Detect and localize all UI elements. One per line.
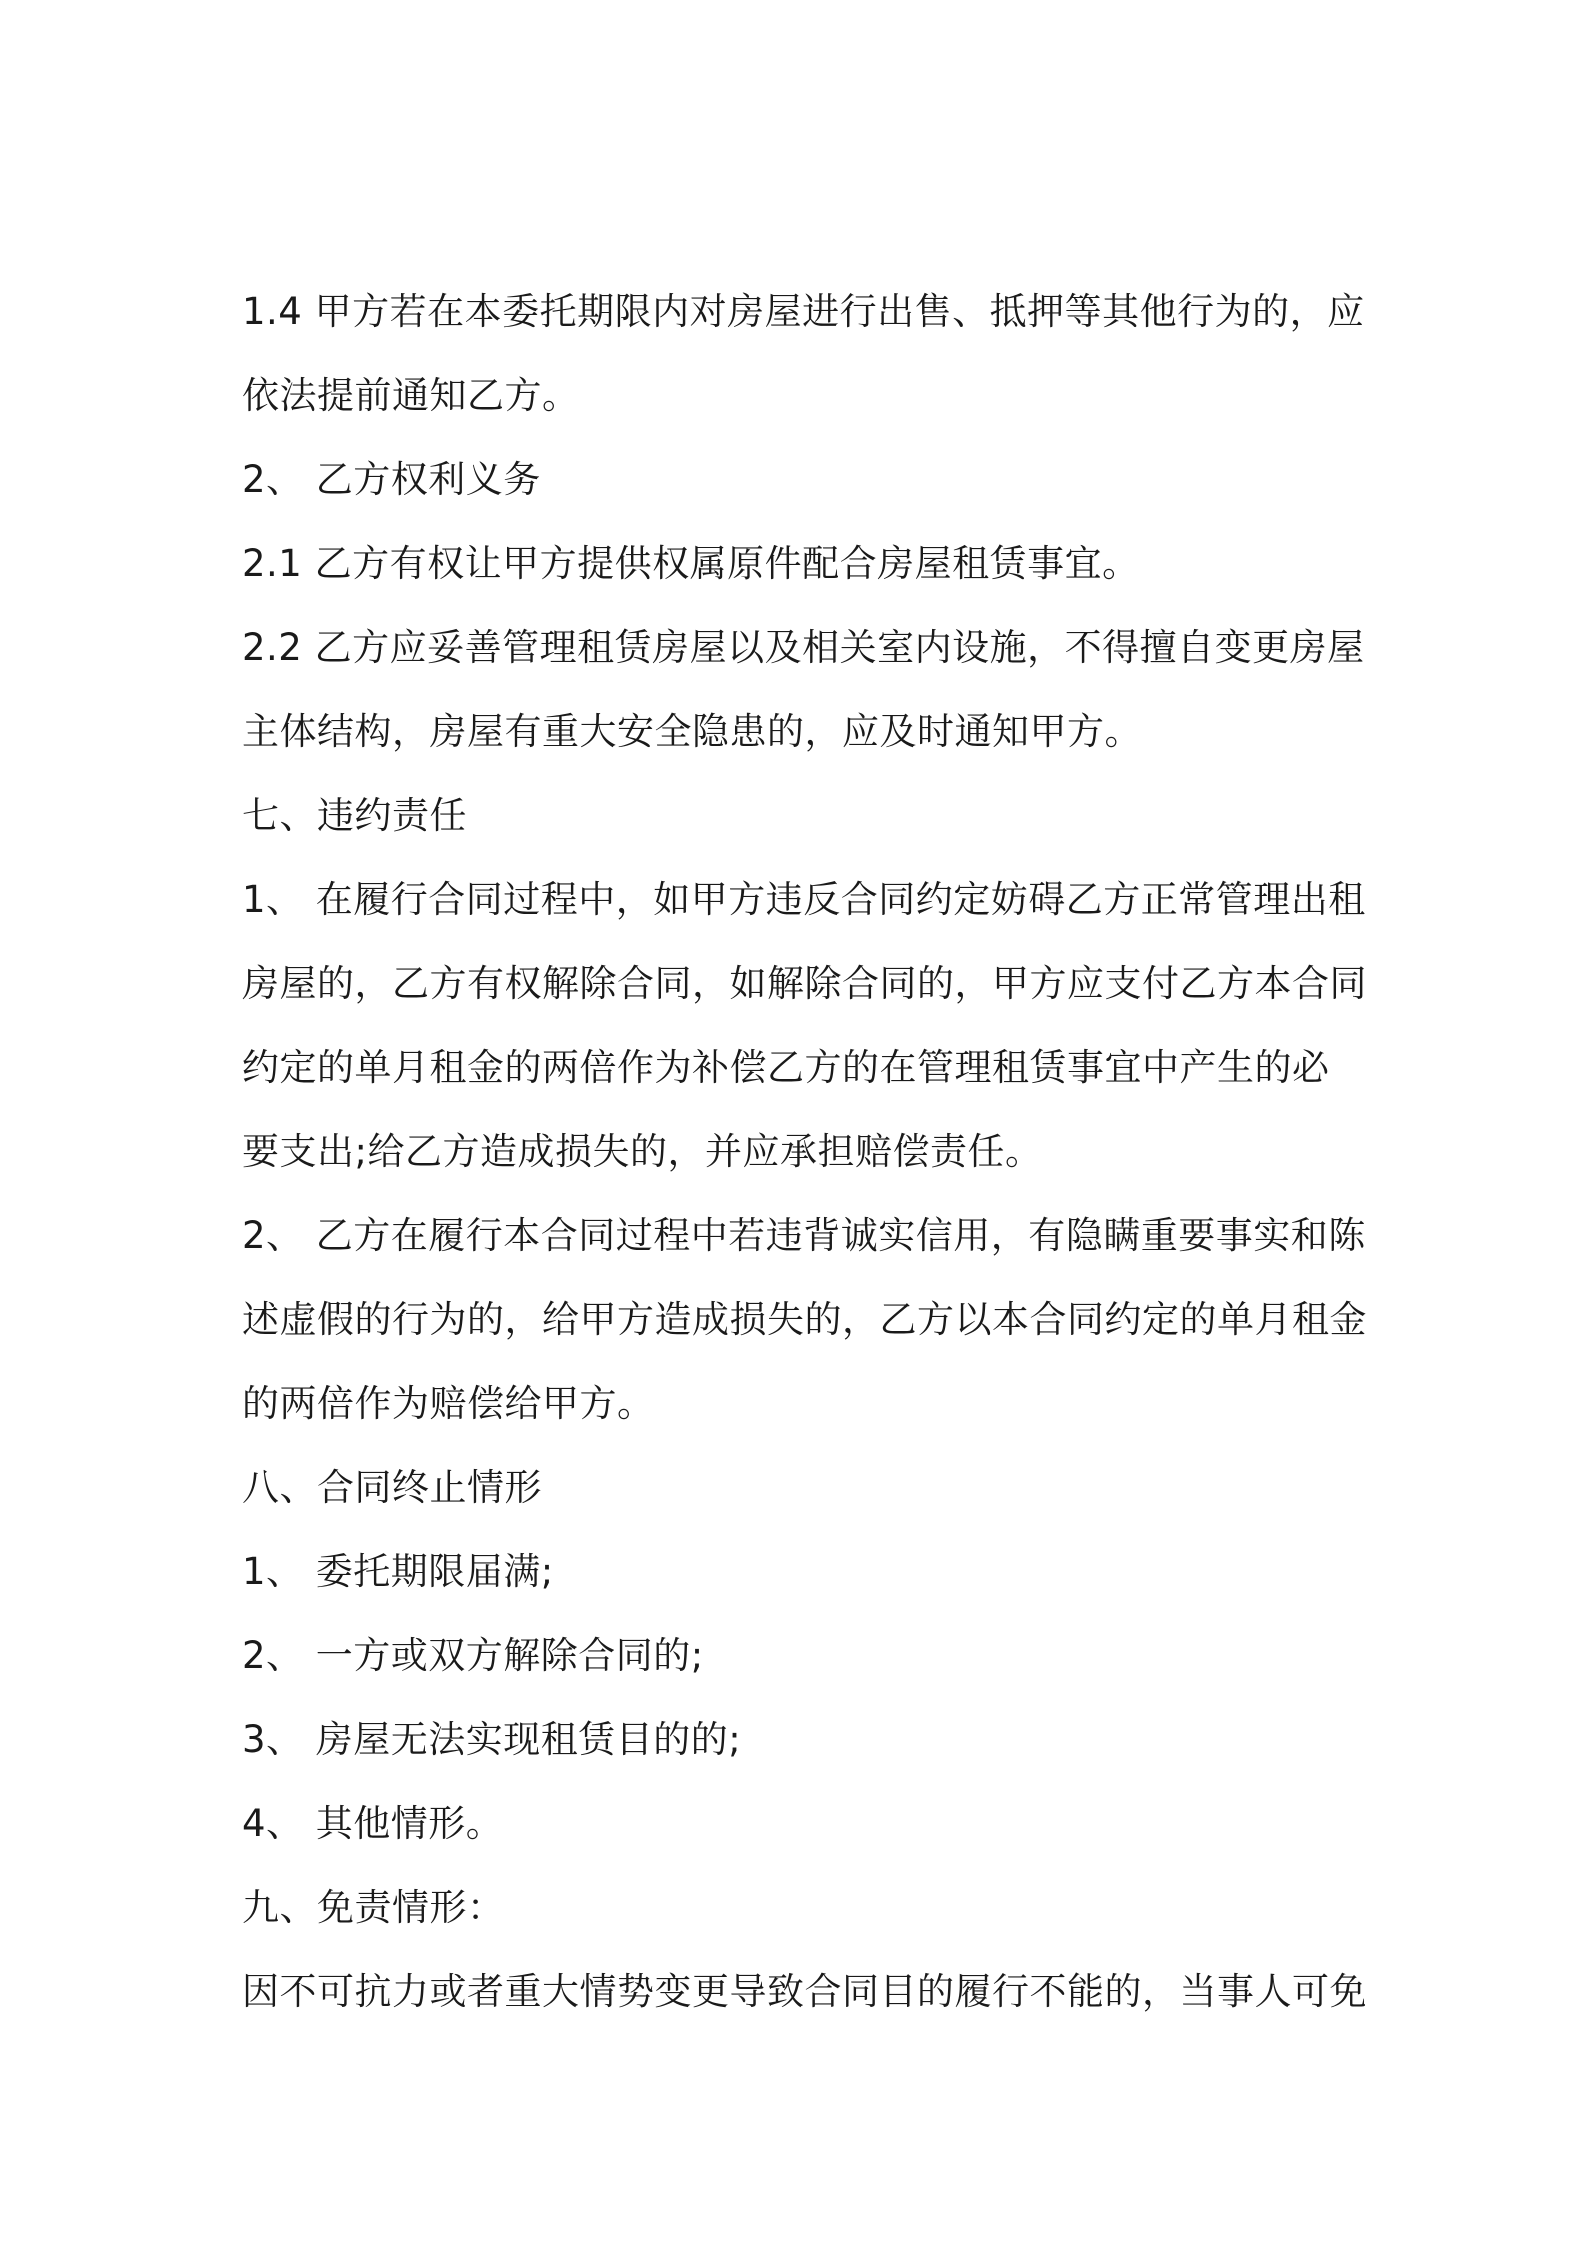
text-line: 1、 在履行合同过程中，如甲方违反合同约定妨碍乙方正常管理出租 [242, 878, 1366, 921]
text-line: 2、 乙方在履行本合同过程中若违背诚实信用，有隐瞒重要事实和陈 [242, 1214, 1366, 1257]
text-line: 2.1 乙方有权让甲方提供权属原件配合房屋租赁事宜。 [242, 542, 1140, 585]
list-item: 4、 其他情形。 [242, 1802, 504, 1845]
text-line: 要支出;给乙方造成损失的，并应承担赔偿责任。 [242, 1130, 1043, 1173]
text-line: 因不可抗力或者重大情势变更导致合同目的履行不能的，当事人可免 [242, 1970, 1367, 2013]
section-heading: 八、合同终止情形 [242, 1466, 542, 1509]
text-line: 约定的单月租金的两倍作为补偿乙方的在管理租赁事宜中产生的必 [242, 1046, 1330, 1089]
section-heading: 七、违约责任 [242, 794, 467, 837]
text-line: 房屋的，乙方有权解除合同，如解除合同的，甲方应支付乙方本合同 [242, 962, 1367, 1005]
text-line: 1.4 甲方若在本委托期限内对房屋进行出售、抵押等其他行为的，应 [242, 290, 1365, 333]
list-item: 3、 房屋无法实现租赁目的的; [242, 1718, 742, 1761]
text-line: 2.2 乙方应妥善管理租赁房屋以及相关室内设施，不得擅自变更房屋 [242, 626, 1365, 669]
text-line: 述虚假的行为的，给甲方造成损失的，乙方以本合同约定的单月租金 [242, 1298, 1367, 1341]
text-line: 主体结构，房屋有重大安全隐患的，应及时通知甲方。 [242, 710, 1142, 753]
section-heading: 2、 乙方权利义务 [242, 458, 541, 501]
text-line: 的两倍作为赔偿给甲方。 [242, 1382, 655, 1425]
section-heading: 九、免责情形： [242, 1886, 505, 1929]
list-item: 1、 委托期限届满; [242, 1550, 554, 1593]
list-item: 2、 一方或双方解除合同的; [242, 1634, 704, 1677]
document-body [242, 282, 1367, 2046]
text-line: 依法提前通知乙方。 [242, 374, 580, 417]
